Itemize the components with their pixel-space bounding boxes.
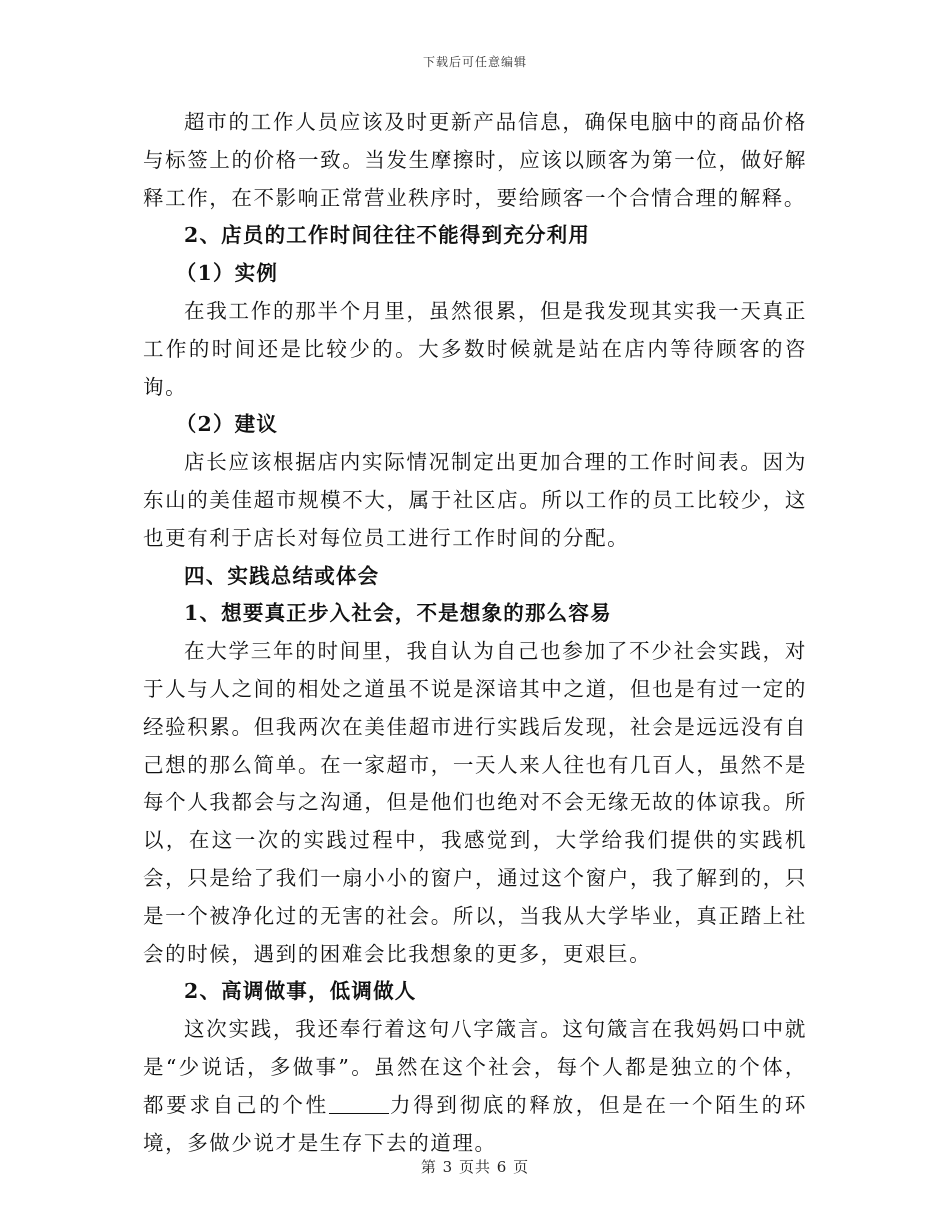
paragraph-low-profile-part-a: 这次实践，我还奉行着这句八字箴言。这句箴言在我妈妈口中就是“少说话，多做事”。虽然在这个社会，每个人都是独立的个体，都要求自己的个性 (143, 1017, 807, 1117)
page-footer: 第 3 页共 6 页 (420, 1158, 530, 1176)
subheading-suggestion: （2）建议 (175, 412, 279, 437)
paragraph-price-update: 超市的工作人员应该及时更新产品信息，确保电脑中的商品价格与标签上的价格一致。当发生摩擦时，应该以顾客为第一位，做好解释工作，在不影响正常营业秩序时，要给顾客一个合情合理的解释。 (143, 110, 807, 210)
subheading-example: （1）实例 (175, 261, 279, 286)
page-header: 下载后可任意编辑 (422, 55, 527, 69)
heading-society: 1、想要真正步入社会，不是想象的那么容易 (184, 601, 612, 626)
paragraph-society: 在大学三年的时间里，我自认为自己也参加了不少社会实践，对于人与人之间的相处之道虽不说是深谙其中之道，但也是有过一定的经验积累。但我两次在美佳超市进行实践后发现，社会是远远没有自己想的那么简单。在一家超市，一天人来人往也有几百人，虽然不是每个人我都会与之沟通，但是他们也绝对不会无缘无故的体谅我。所以，在这一次的实践过程中，我感觉到，大学给我们提供的实践机会，只是给了我们一扇小小的窗户，通过这个窗户，我了解到的，只是一个被净化过的无害的社会。所以，当我从大学毕业，真正踏上社会的时候，遇到的困难会比我想象的更多，更艰巨。 (143, 639, 807, 966)
heading-work-time: 2、店员的工作时间往往不能得到充分利用 (184, 223, 591, 248)
section-heading-summary: 四、实践总结或体会 (184, 563, 380, 588)
heading-low-profile: 2、高调做事，低调做人 (184, 979, 417, 1004)
paragraph-example: 在我工作的那半个月里，虽然很累，但是我发现其实我一天真正工作的时间还是比较少的。大多数时候就是站在店内等待顾客的咨询。 (143, 298, 807, 399)
paragraph-low-profile (143, 1011, 807, 1162)
fill-in-blank (329, 1092, 389, 1114)
document-body (143, 104, 807, 1162)
paragraph-suggestion: 店长应该根据店内实际情况制定出更加合理的工作时间表。因为东山的美佳超市规模不大，属于社区店。所以工作的员工比较少，这也更有利于店长对每位员工进行工作时间的分配。 (143, 450, 807, 550)
paragraph-low-profile-part-b: 力得到彻底的释放，但是在一个陌生的环境，多做少说才是生存下去的道理。 (143, 1092, 807, 1155)
